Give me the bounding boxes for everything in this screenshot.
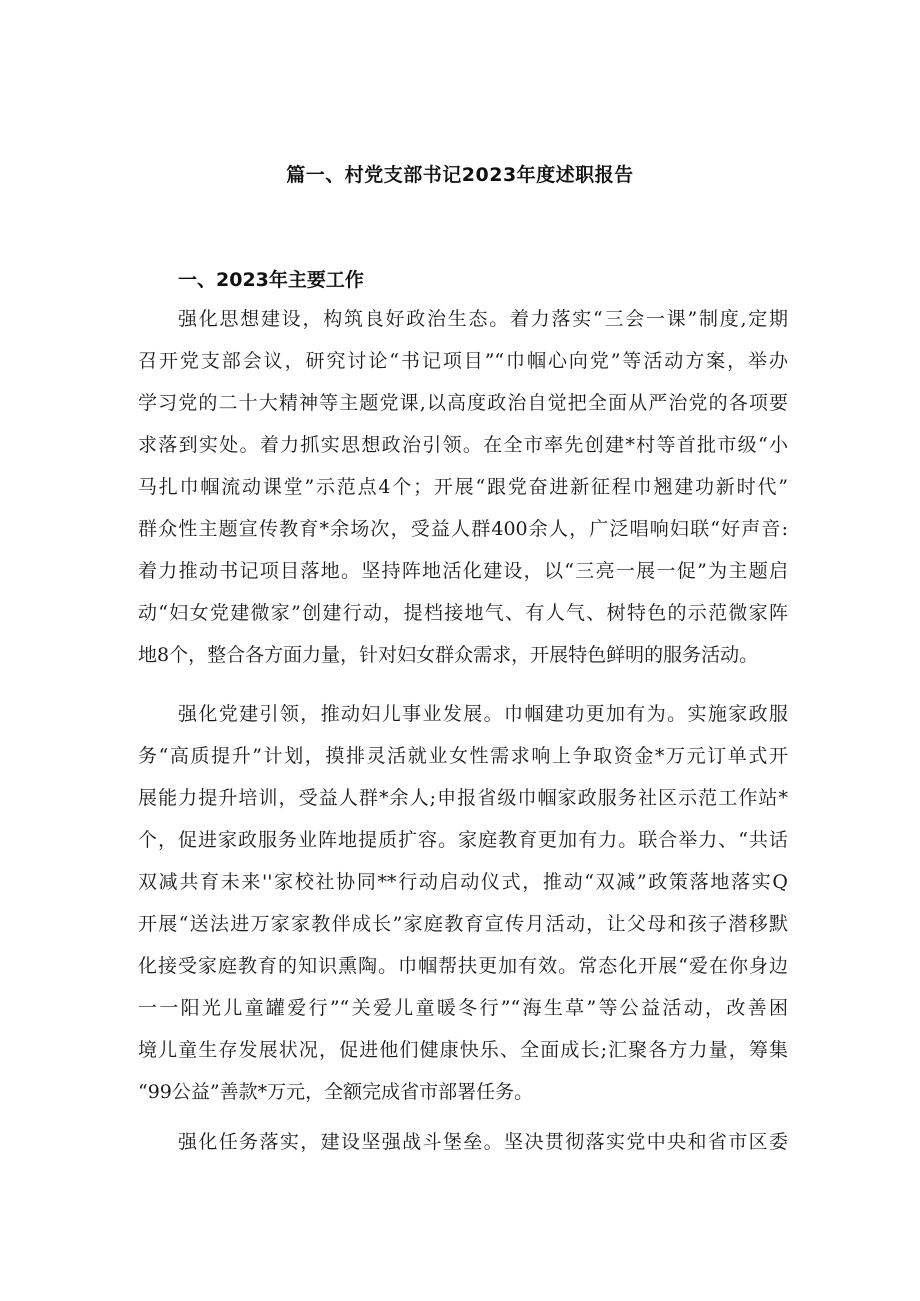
paragraph-line: 强化思想建设，构筑良好政治生态。着力落实“三会一课”制度,定期 [178,308,788,330]
paragraph-line: 群众性主题宣传教育*余场次，受益人群400余人，广泛唱响妇联“好声音: [138,518,788,540]
paragraph-line: 动“妇女党建微家”创建行动，提档接地气、有人气、树特色的示范微家阵 [138,602,788,624]
paragraph-line: 学习党的二十大精神等主题党课,以高度政治自觉把全面从严治党的各项要 [138,392,788,414]
paragraph-line: “99公益”善款*万元，全额完成省市部署任务。 [138,1081,534,1103]
paragraph-line: 着力推动书记项目落地。坚持阵地活化建设，以“三亮一展一促”为主题启 [138,560,788,582]
paragraph-line: 求落到实处。着力抓实思想政治引领。在全市率先创建*村等首批市级“小 [138,434,788,456]
paragraph-line: 化接受家庭教育的知识熏陶。巾帼帮扶更加有效。常态化开展“爱在你身边 [138,955,788,977]
paragraph-line: 务“高质提升”计划，摸排灵活就业女性需求响上争取资金*万元订单式开 [138,745,788,767]
paragraph-line: 强化党建引领，推动妇儿事业发展。巾帼建功更加有为。实施家政服 [178,703,788,725]
paragraph-line: 马扎巾帼流动课堂”示范点4个；开展“跟党奋进新征程巾翘建功新时代” [138,476,788,498]
paragraph-line: 展能力提升培训，受益人群*余人;申报省级巾帼家政服务社区示范工作站* [138,787,788,809]
paragraph-line: 个，促进家政服务业阵地提质扩容。家庭教育更加有力。联合举力、“共话 [138,829,788,851]
paragraph-line: 召开党支部会议，研究讨论“书记项目”“巾帼心向党”等活动方案，举办 [138,350,788,372]
paragraph-line: 强化任务落实，建设坚强战斗堡垒。坚决贯彻落实党中央和省市区委 [178,1131,788,1153]
paragraph-line: 开展“送法进万家家教伴成长”家庭教育宣传月活动，让父母和孩子潜移默 [138,913,788,935]
paragraph-line: 一一阳光儿童罐爱行”“关爱儿童暖冬行”“海生草”等公益活动，改善困 [138,997,788,1019]
paragraph-line: 地8个，整合各方面力量，针对妇女群众需求，开展特色鲜明的服务活动。 [138,644,759,666]
section-heading: 一、2023年主要工作 [178,269,364,291]
paragraph-line: 双减共育未来''家校社协同**行动启动仪式，推动“双减”政策落地落实Q [138,871,788,893]
document-title: 篇一、村党支部书记2023年度述职报告 [286,164,634,186]
paragraph-line: 境儿童生存发展状况，促进他们健康快乐、全面成长;汇聚各方力量，筹集 [138,1039,788,1061]
